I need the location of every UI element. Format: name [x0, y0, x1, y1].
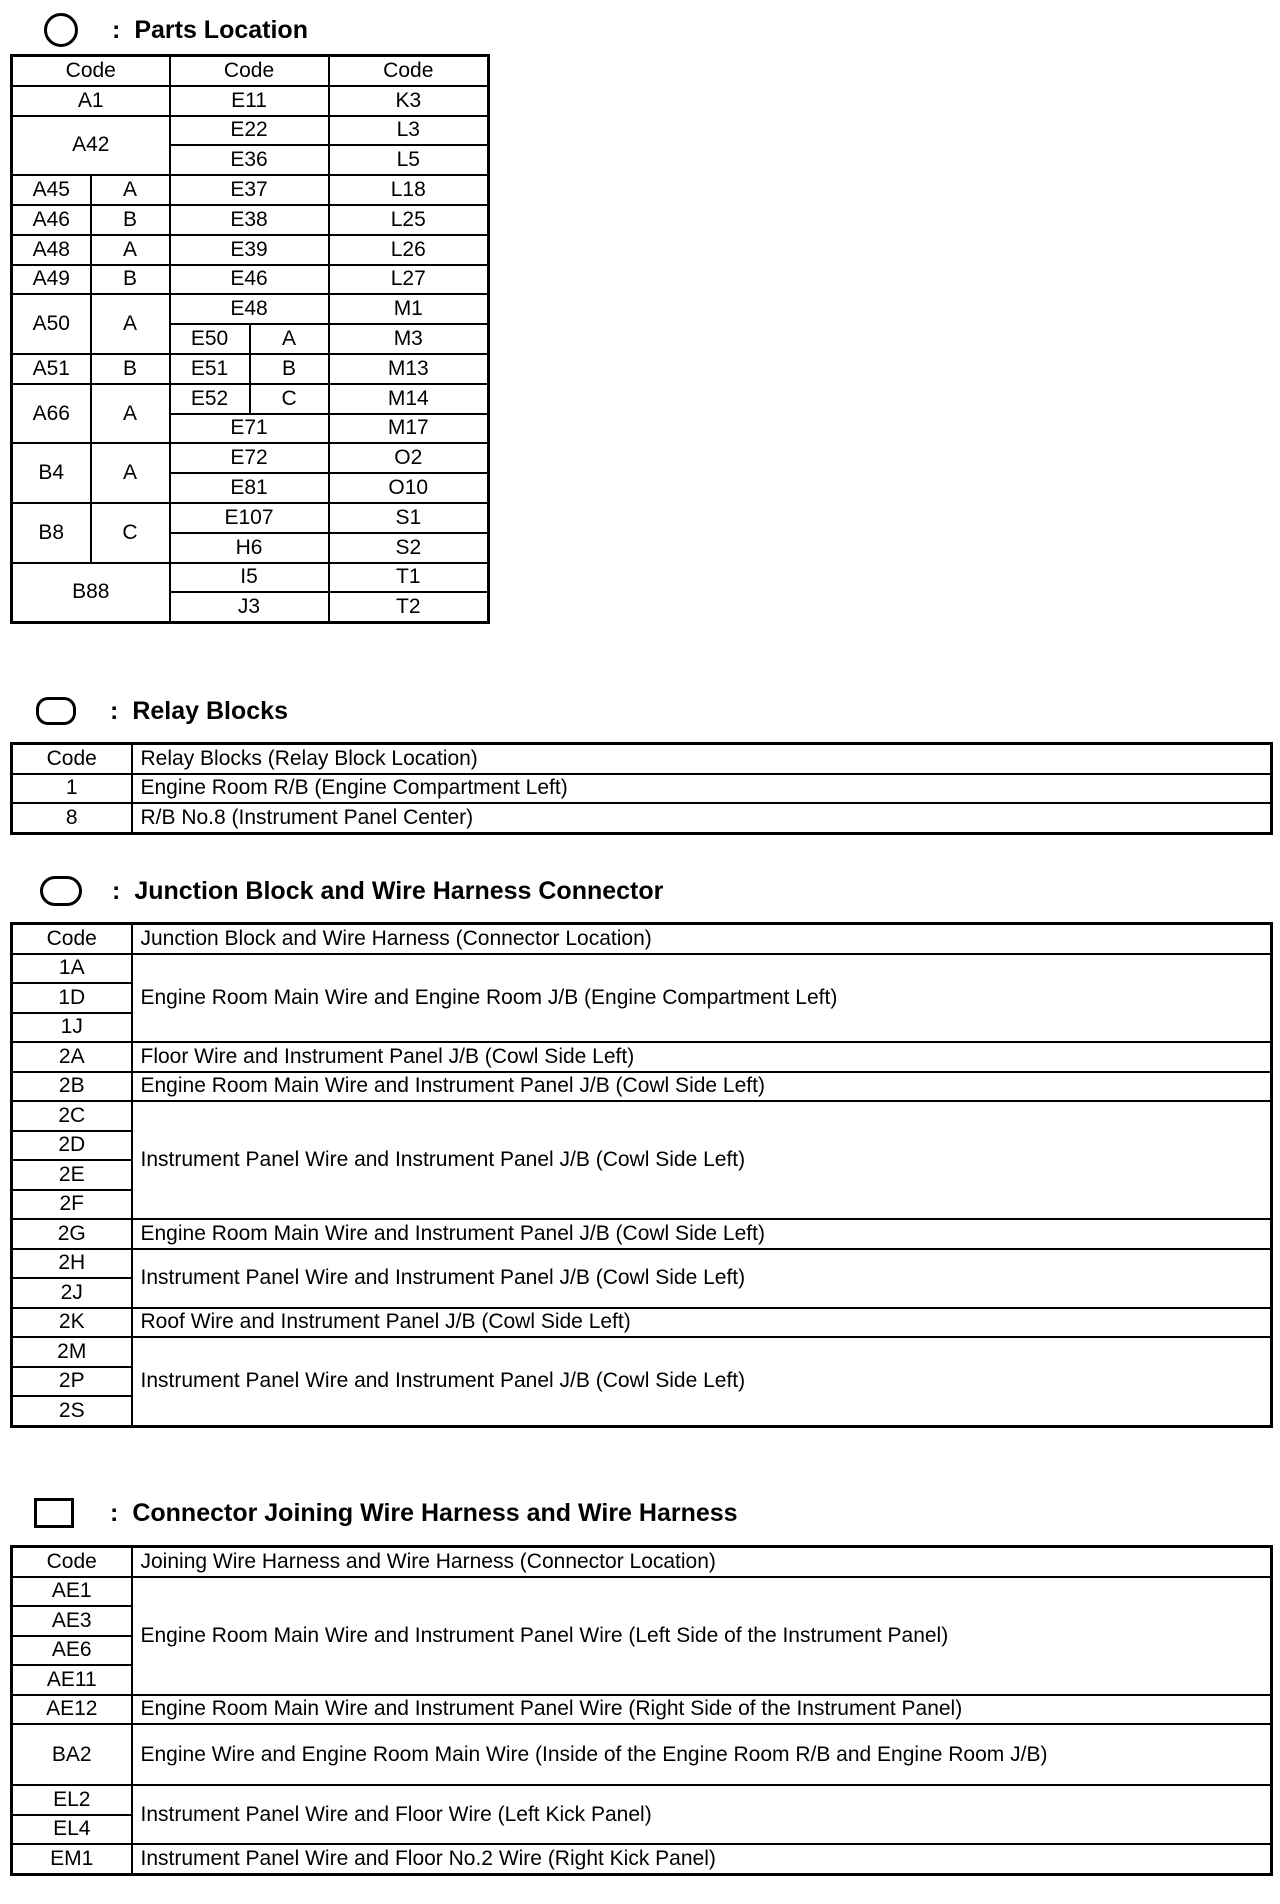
table-row: [12, 86, 489, 116]
code-cell: L27: [329, 265, 489, 295]
code-cell: S1: [329, 503, 489, 533]
desc-cell: Instrument Panel Wire and Instrument Panel J/B (Cowl Side Left): [132, 1101, 1272, 1219]
joining-connector-header: [34, 1496, 738, 1530]
joining-connector-table: [10, 1545, 1273, 1876]
square-symbol-icon: [34, 1498, 74, 1528]
code-cell: 2M: [12, 1337, 132, 1367]
table-row: [12, 354, 489, 384]
table-row: [12, 1337, 1272, 1367]
table-row: [12, 1695, 1272, 1725]
table-row: [12, 1577, 1272, 1607]
code-cell: L5: [329, 145, 489, 175]
code-cell: E38: [170, 205, 329, 235]
header-colon: :: [110, 1498, 119, 1527]
code-cell: E37: [170, 175, 329, 205]
code-cell: 8: [12, 803, 132, 833]
code-cell: J3: [170, 592, 329, 622]
table-row: [12, 1547, 1272, 1577]
sub-cell: A: [250, 324, 329, 354]
table-row: [12, 443, 489, 473]
sub-cell: A: [91, 235, 170, 265]
desc-cell: Instrument Panel Wire and Floor No.2 Wire (Right Kick Panel): [132, 1844, 1272, 1874]
code-cell: E51: [170, 354, 250, 384]
code-cell: O2: [329, 443, 489, 473]
joining-connector-title: Connector Joining Wire Harness and Wire Harness: [132, 1498, 738, 1527]
code-cell: M13: [329, 354, 489, 384]
code-cell: B88: [12, 563, 170, 623]
code-cell: T2: [329, 592, 489, 622]
header-cell: Code: [12, 56, 170, 86]
header-cell: Code: [329, 56, 489, 86]
code-cell: S2: [329, 533, 489, 563]
code-cell: 2S: [12, 1396, 132, 1426]
code-cell: M17: [329, 414, 489, 444]
sub-cell: C: [250, 384, 329, 414]
code-cell: E50: [170, 324, 250, 354]
code-cell: L26: [329, 235, 489, 265]
code-cell: E72: [170, 443, 329, 473]
desc-cell: Engine Room Main Wire and Instrument Panel J/B (Cowl Side Left): [132, 1219, 1272, 1249]
code-cell: T1: [329, 563, 489, 593]
table-row: [12, 1249, 1272, 1279]
code-cell: A46: [12, 205, 91, 235]
desc-cell: Instrument Panel Wire and Instrument Panel J/B (Cowl Side Left): [132, 1337, 1272, 1426]
code-cell: 2F: [12, 1190, 132, 1220]
code-cell: E11: [170, 86, 329, 116]
table-row: [12, 563, 489, 593]
code-cell: E46: [170, 265, 329, 295]
code-cell: A1: [12, 86, 170, 116]
code-cell: E36: [170, 145, 329, 175]
header-colon: :: [110, 696, 119, 725]
code-cell: AE12: [12, 1695, 132, 1725]
desc-cell: Engine Room Main Wire and Engine Room J/B (Engine Compartment Left): [132, 954, 1272, 1043]
code-cell: A49: [12, 265, 91, 295]
code-cell: 2D: [12, 1131, 132, 1161]
header-cell: Junction Block and Wire Harness (Connector Location): [132, 924, 1272, 954]
code-cell: E52: [170, 384, 250, 414]
header-cell: Code: [12, 924, 132, 954]
table-row: [12, 56, 489, 86]
code-cell: 1: [12, 774, 132, 804]
header-cell: Relay Blocks (Relay Block Location): [132, 744, 1272, 774]
code-cell: M3: [329, 324, 489, 354]
code-cell: BA2: [12, 1724, 132, 1785]
desc-cell: Engine Room R/B (Engine Compartment Left): [132, 774, 1272, 804]
code-cell: 1J: [12, 1013, 132, 1043]
table-row: [12, 774, 1272, 804]
sub-cell: C: [91, 503, 170, 563]
code-cell: H6: [170, 533, 329, 563]
junction-block-header: [40, 874, 663, 908]
sub-cell: B: [250, 354, 329, 384]
header-cell: Code: [12, 744, 132, 774]
sub-cell: B: [91, 354, 170, 384]
relay-blocks-title: Relay Blocks: [132, 696, 288, 725]
code-cell: 1A: [12, 954, 132, 984]
desc-cell: Roof Wire and Instrument Panel J/B (Cowl Side Left): [132, 1308, 1272, 1338]
sub-cell: A: [91, 175, 170, 205]
sub-cell: A: [91, 384, 170, 444]
desc-cell: Instrument Panel Wire and Instrument Panel J/B (Cowl Side Left): [132, 1249, 1272, 1308]
code-cell: E39: [170, 235, 329, 265]
desc-cell: R/B No.8 (Instrument Panel Center): [132, 803, 1272, 833]
code-cell: 2C: [12, 1101, 132, 1131]
table-row: [12, 1308, 1272, 1338]
sub-cell: A: [91, 294, 170, 354]
sub-cell: B: [91, 205, 170, 235]
table-row: [12, 1101, 1272, 1131]
desc-cell: Instrument Panel Wire and Floor Wire (Left Kick Panel): [132, 1785, 1272, 1844]
code-cell: E71: [170, 414, 329, 444]
desc-cell: Engine Room Main Wire and Instrument Panel Wire (Left Side of the Instrument Panel): [132, 1577, 1272, 1695]
table-row: [12, 175, 489, 205]
code-cell: 2K: [12, 1308, 132, 1338]
table-row: [12, 1724, 1272, 1785]
table-row: [12, 924, 1272, 954]
code-cell: A66: [12, 384, 91, 444]
code-cell: 2P: [12, 1367, 132, 1397]
code-cell: 2H: [12, 1249, 132, 1279]
sub-cell: A: [91, 443, 170, 503]
code-cell: K3: [329, 86, 489, 116]
table-row: [12, 744, 1272, 774]
junction-block-title: Junction Block and Wire Harness Connector: [134, 876, 664, 905]
code-cell: E81: [170, 473, 329, 503]
parts-location-table: [10, 54, 490, 624]
code-cell: E107: [170, 503, 329, 533]
table-row: [12, 954, 1272, 984]
code-cell: 2A: [12, 1042, 132, 1072]
relay-blocks-header: [36, 694, 288, 728]
table-row: [12, 384, 489, 414]
code-cell: A45: [12, 175, 91, 205]
code-cell: EM1: [12, 1844, 132, 1874]
code-cell: A42: [12, 116, 170, 176]
code-cell: 2J: [12, 1278, 132, 1308]
code-cell: A50: [12, 294, 91, 354]
header-colon: :: [112, 876, 121, 905]
table-row: [12, 294, 489, 324]
header-colon: :: [112, 15, 121, 44]
table-row: [12, 503, 489, 533]
table-row: [12, 1785, 1272, 1815]
code-cell: AE1: [12, 1577, 132, 1607]
code-cell: 2G: [12, 1219, 132, 1249]
code-cell: EL2: [12, 1785, 132, 1815]
code-cell: 2E: [12, 1160, 132, 1190]
table-row: [12, 265, 489, 295]
header-cell: Code: [170, 56, 329, 86]
table-row: [12, 1042, 1272, 1072]
code-cell: M1: [329, 294, 489, 324]
code-cell: AE6: [12, 1636, 132, 1666]
desc-cell: Engine Room Main Wire and Instrument Panel J/B (Cowl Side Left): [132, 1072, 1272, 1102]
table-row: [12, 1219, 1272, 1249]
table-row: [12, 1072, 1272, 1102]
parts-location-title: Parts Location: [134, 15, 308, 44]
code-cell: AE11: [12, 1665, 132, 1695]
code-cell: E22: [170, 116, 329, 146]
code-cell: AE3: [12, 1606, 132, 1636]
code-cell: B8: [12, 503, 91, 563]
table-row: [12, 205, 489, 235]
junction-block-table: [10, 922, 1273, 1428]
parts-location-header: [44, 12, 308, 48]
code-cell: B4: [12, 443, 91, 503]
header-cell: Joining Wire Harness and Wire Harness (Connector Location): [132, 1547, 1272, 1577]
table-row: [12, 235, 489, 265]
code-cell: A48: [12, 235, 91, 265]
code-cell: I5: [170, 563, 329, 593]
circle-symbol-icon: [44, 13, 78, 47]
header-cell: Code: [12, 1547, 132, 1577]
code-cell: M14: [329, 384, 489, 414]
code-cell: L18: [329, 175, 489, 205]
relay-blocks-table: [10, 742, 1273, 835]
code-cell: E48: [170, 294, 329, 324]
code-cell: A51: [12, 354, 91, 384]
sub-cell: B: [91, 265, 170, 295]
code-cell: L3: [329, 116, 489, 146]
table-row: [12, 116, 489, 146]
code-cell: 2B: [12, 1072, 132, 1102]
desc-cell: Engine Wire and Engine Room Main Wire (Inside of the Engine Room R/B and Engine Room J/B): [132, 1724, 1272, 1785]
code-cell: EL4: [12, 1815, 132, 1845]
desc-cell: Engine Room Main Wire and Instrument Panel Wire (Right Side of the Instrument Panel): [132, 1695, 1272, 1725]
code-cell: 1D: [12, 983, 132, 1013]
oval-symbol-icon: [40, 876, 82, 906]
table-row: [12, 803, 1272, 833]
desc-cell: Floor Wire and Instrument Panel J/B (Cowl Side Left): [132, 1042, 1272, 1072]
table-row: [12, 1844, 1272, 1874]
code-cell: L25: [329, 205, 489, 235]
code-cell: O10: [329, 473, 489, 503]
rounded-rectangle-symbol-icon: [36, 697, 76, 725]
